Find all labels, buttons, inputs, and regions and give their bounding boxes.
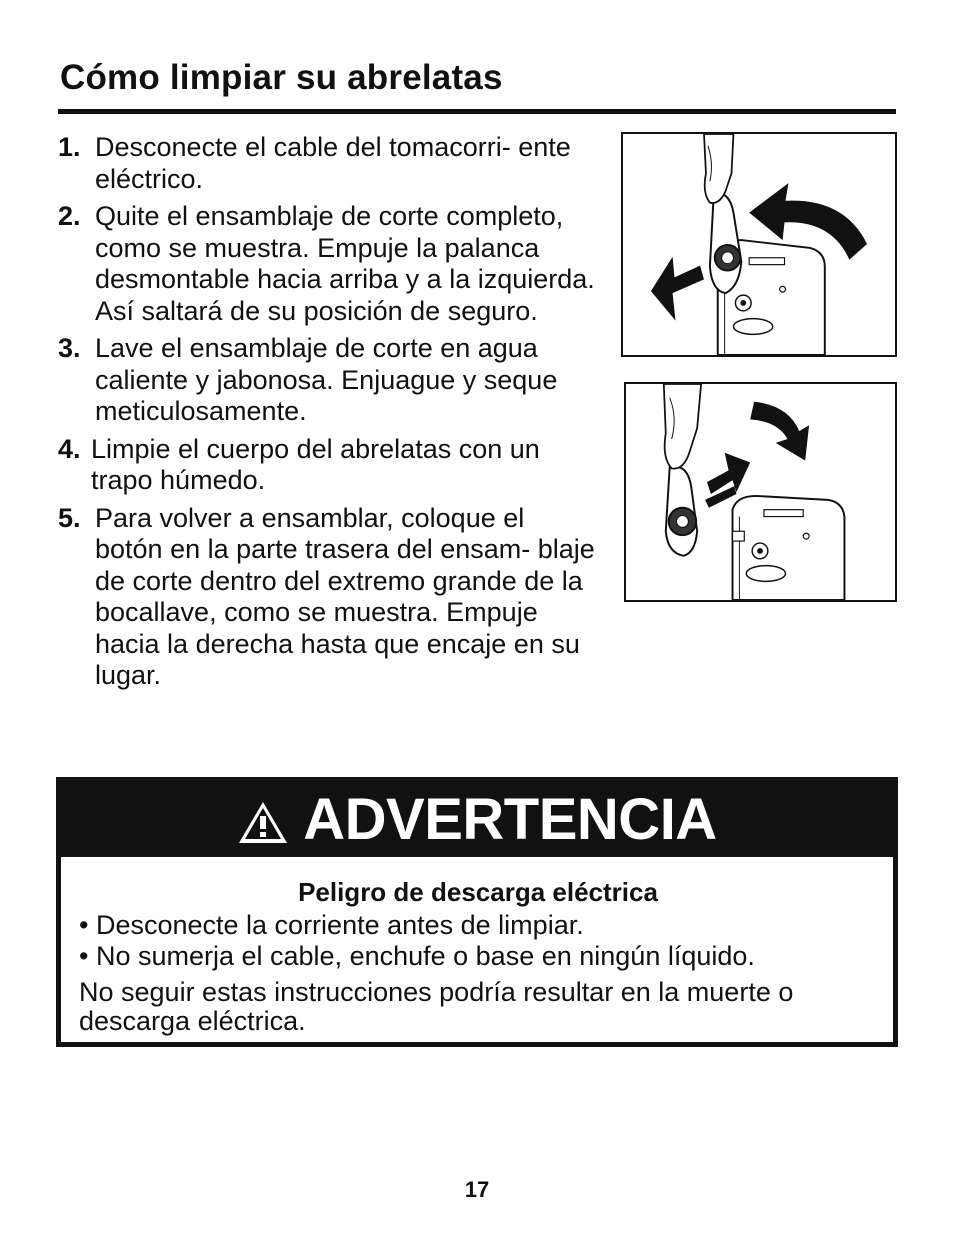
warning-title: ADVERTENCIA <box>303 787 717 852</box>
warning-note: No seguir estas instrucciones podría resultar en la muerte o descarga eléctrica. <box>79 977 794 1036</box>
step-1 <box>58 132 598 195</box>
step-text: Para volver a ensamblar, coloque el botón en la parte trasera del ensam- blaje de corte dentro del extremo grande de la bocallave, como se muestra. Empuje hacia la derecha hasta que encaje en su lugar. <box>95 502 595 690</box>
remove-cutter-illustration <box>621 132 897 357</box>
reassemble-cutter-illustration <box>624 382 897 602</box>
page-title: Cómo limpiar su abrelatas <box>60 58 503 97</box>
warning-header <box>61 782 893 857</box>
step-number: 3. <box>58 333 81 363</box>
title-divider <box>58 109 896 114</box>
step-2 <box>58 201 598 327</box>
warning-bullet: • Desconecte la corriente antes de limpiar. <box>79 910 584 940</box>
step-3 <box>58 333 598 428</box>
page-number: 17 <box>464 1177 490 1202</box>
warning-box <box>56 777 898 1047</box>
step-text: Quite el ensamblaje de corte completo, como se muestra. Empuje la palanca desmontable hacia arriba y a la izquierda. Así saltará de su posición de seguro. <box>95 201 595 326</box>
warning-bullet: • No sumerja el cable, enchufe o base en ningún líquido. <box>79 941 755 971</box>
step-5 <box>58 503 598 692</box>
step-number: 5. <box>58 502 81 533</box>
remove-cutter-drawing <box>623 134 895 355</box>
step-number: 4. <box>58 433 81 464</box>
step-text: Limpie el cuerpo del abrelatas con un trapo húmedo. <box>91 433 540 495</box>
reassemble-cutter-drawing <box>626 384 895 600</box>
cleaning-steps-list <box>58 132 598 698</box>
step-number: 2. <box>58 201 81 231</box>
warning-heading: Peligro de descarga eléctrica <box>298 877 658 907</box>
warning-content <box>61 857 893 1036</box>
step-text: Desconecte el cable del tomacorri- ente eléctrico. <box>95 132 571 194</box>
step-4 <box>58 434 598 497</box>
step-text: Lave el ensamblaje de corte en agua caliente y jabonosa. Enjuague y seque meticulosamente. <box>95 333 558 426</box>
step-number: 1. <box>58 132 81 162</box>
warning-triangle-icon <box>237 799 289 845</box>
